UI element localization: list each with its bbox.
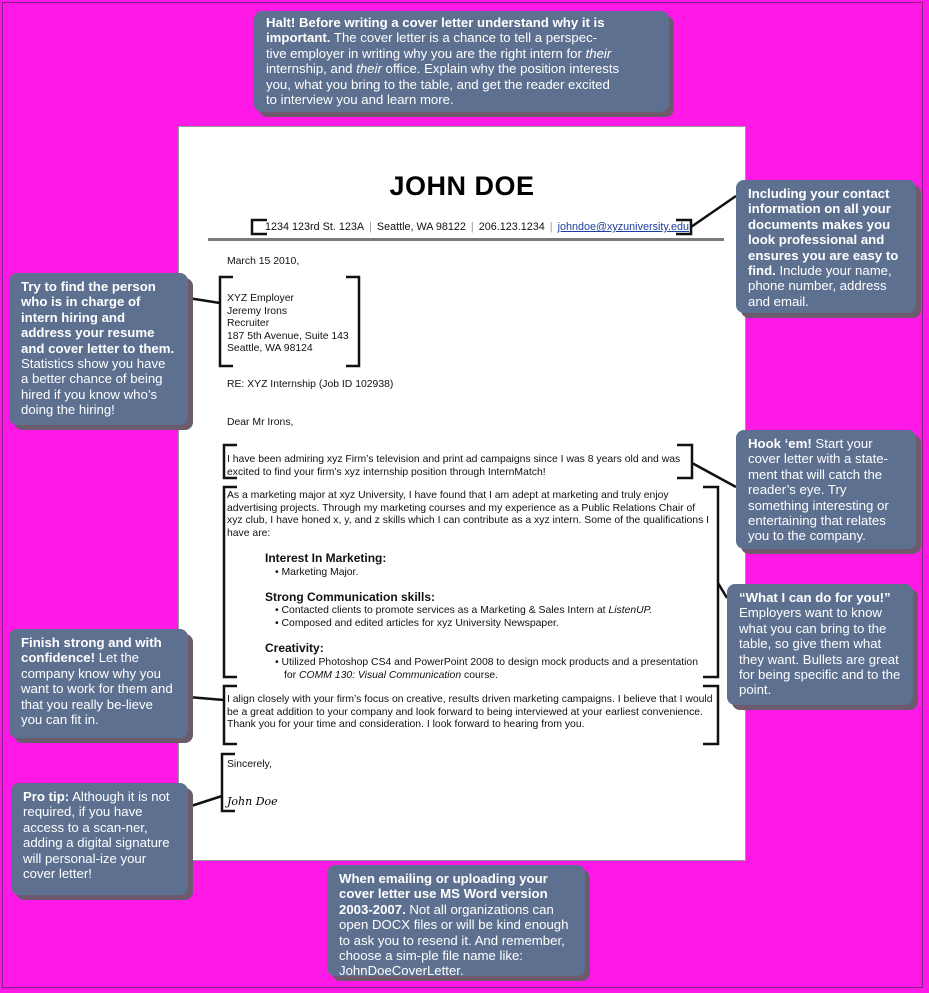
- section-heading: Interest In Marketing:: [265, 551, 387, 565]
- bullet-item: • Composed and edited articles for xyz University Newspaper.: [275, 618, 559, 629]
- recipient-line: XYZ Employer: [227, 293, 294, 304]
- contact-connector: [691, 196, 736, 227]
- paragraph-line: Thank you for your time and consideration. I look forward to hearing from you.: [227, 719, 585, 731]
- paragraph-line: I align closely with your firm’s focus on creative, results driven marketing campaigns. I believe that I would: [227, 694, 713, 705]
- recipient-bracket-left: [220, 277, 233, 366]
- contact-bracket-right: [676, 220, 691, 234]
- paragraph-line: have are:: [227, 527, 271, 539]
- signature-bracket: [222, 754, 235, 811]
- callout-text: Employers want to know what you can bring to the table, so give them what they want. Bullets are great for being specific and to the point.: [739, 605, 901, 698]
- paragraph-line: I have been admiring xyz Firm’s television and print ad campaigns since I was 8 years old and was: [227, 454, 681, 465]
- hook-bracket-right: [677, 445, 692, 478]
- callout-text: to interview you and learn more.: [266, 92, 454, 108]
- callout-pro-tip: [11, 783, 188, 895]
- paragraph-line: excited to find your firm’s xyz internship position through InternMatch!: [227, 466, 546, 478]
- paragraph-line: xyz club, I have honed x, y, and z skills which I can contribute as a xyz intern. Some of the qualifications I: [227, 515, 710, 527]
- recipient-line: Jeremy Irons: [227, 305, 288, 317]
- bullet-item: • Marketing Major.: [275, 567, 359, 578]
- callout-bold: Including your contact information on all your documents makes you look professional and ensures you are easy to find.: [748, 186, 899, 279]
- callout-text: Start your cover letter with a state-ment that will catch the reader’s eye. Try something interesting or entertaining that relates you to the company.: [748, 436, 889, 544]
- callout-why-important: [254, 11, 669, 112]
- signature: John Doe: [227, 795, 278, 808]
- cont-text: course.: [461, 670, 499, 681]
- callout-text: Statistics show you have a better chance of being hired if you know who’s doing the hiring!: [21, 356, 166, 418]
- city: Seattle, WA 98122: [376, 221, 466, 233]
- callout-bold: Try to find the person who is in charge of intern hiring and address your resume and cover letter to them.: [21, 279, 175, 356]
- callout-bold: Hook ‘em!: [748, 436, 812, 451]
- callout-hook: [736, 430, 916, 549]
- recipient-line: Seattle, WA 98124: [227, 343, 313, 355]
- cont-italic: COMM 130: Visual Communication: [299, 670, 462, 681]
- bullet-italic: ListenUP.: [608, 605, 653, 616]
- recipient-line: 187 5th Avenue, Suite 143: [227, 330, 349, 342]
- contact-bracket-left: [252, 220, 267, 234]
- bullet-text: Utilized Photoshop CS4 and PowerPoint 2008 to design mock products and a presentation: [281, 657, 698, 668]
- applicant-name: JOHN DOE: [389, 171, 535, 201]
- body-connector: [718, 583, 727, 598]
- closing-word: Sincerely,: [227, 759, 272, 770]
- body-bracket-left: [224, 487, 237, 677]
- callout-text: Although it is not required, if you have access to a scan-ner, adding a digital signature will personal-ize your cover letter!: [23, 789, 170, 882]
- callout-text: Include your name, phone number, address and email.: [748, 263, 892, 309]
- recipient-bracket-right: [346, 277, 359, 366]
- cont-text: for: [284, 670, 300, 681]
- callout-bold: Halt! Before writing a cover letter understand why it is important.: [266, 15, 605, 46]
- callout-text: Let the company know why you want to work for them and that you really be-lieve you can fit in.: [21, 650, 173, 728]
- callout-bold: “What I can do for you!”: [739, 590, 891, 605]
- recipient-connector: [188, 298, 220, 303]
- signature-connector: [188, 796, 222, 807]
- callout-text: office. Explain why the position interests: [381, 61, 620, 77]
- re-line: RE: XYZ Internship (Job ID 102938): [227, 379, 394, 390]
- hook-bracket-left: [224, 445, 237, 478]
- callout-italic: their: [585, 45, 612, 61]
- address: 1234 123rd St. 123A: [265, 221, 365, 233]
- callout-text: Not all organizations can open DOCX files or will be kind enough to ask you to resend it. And remember, choose a sim-ple file name like: JohnDoeCoverLetter.: [339, 901, 569, 979]
- closing-bracket-right: [703, 686, 718, 744]
- closing-connector: [188, 697, 224, 700]
- bullet-item: • Utilized Photoshop CS4 and PowerPoint 2008 to design mock products and a presentation: [275, 657, 698, 668]
- paragraph-line: advertising projects. Through my marketing courses and my experience as a Public Relations Chair of: [227, 502, 696, 514]
- callout-finish-strong: [9, 629, 188, 738]
- callout-ms-word: [327, 865, 585, 979]
- callout-bold: When emailing or uploading your cover letter use MS Word version 2003-2007.: [339, 871, 548, 917]
- callout-bold: Pro tip:: [23, 789, 70, 804]
- phone: 206.123.1234: [478, 221, 545, 233]
- bullet-text: Marketing Major.: [281, 567, 359, 578]
- section-heading: Creativity:: [265, 641, 324, 655]
- bullet-item: • Contacted clients to promote services as a Marketing & Sales Intern at ListenUP.: [275, 605, 653, 616]
- callout-text: internship, and: [266, 61, 357, 77]
- callout-text: The cover letter is a chance to tell a perspec-: [330, 30, 598, 46]
- body-bracket-right: [703, 487, 718, 677]
- paragraph-line: As a marketing major at xyz University, I have found that I am adept at marketing and truly enjoy: [227, 490, 669, 501]
- callout-find-person: [9, 273, 188, 425]
- callout-what-i-can-do: [727, 584, 913, 705]
- bullet-text: Composed and edited articles for xyz University Newspaper.: [281, 618, 559, 629]
- callout-contact-info: [736, 180, 916, 313]
- callout-text: you, what you bring to the table, and get the reader excited: [266, 76, 610, 92]
- recipient-line: Recruiter: [227, 318, 270, 330]
- paragraph-line: be a great addition to your company and look forward to being interviewed at your earliest convenience.: [227, 706, 703, 718]
- email-link[interactable]: johndoe@xyzuniversity.edu: [557, 221, 689, 233]
- callout-text: tive employer in writing why you are the right intern for: [266, 45, 586, 61]
- callout-bold: Finish strong and with confidence!: [21, 635, 162, 666]
- closing-bracket-left: [224, 686, 237, 744]
- salutation: Dear Mr Irons,: [227, 417, 294, 428]
- section-heading: Strong Communication skills:: [265, 590, 436, 604]
- contact-line: 1234 123rd St. 123A | Seattle, WA 98122 | 206.123.1234 | johndoe@xyzuniversity.edu: [265, 221, 689, 233]
- hook-connector: [692, 463, 736, 487]
- bullet-text: Contacted clients to promote services as a Marketing & Sales Intern at: [281, 605, 609, 616]
- callout-italic: their: [356, 61, 382, 77]
- letter-date: March 15 2010,: [227, 256, 300, 267]
